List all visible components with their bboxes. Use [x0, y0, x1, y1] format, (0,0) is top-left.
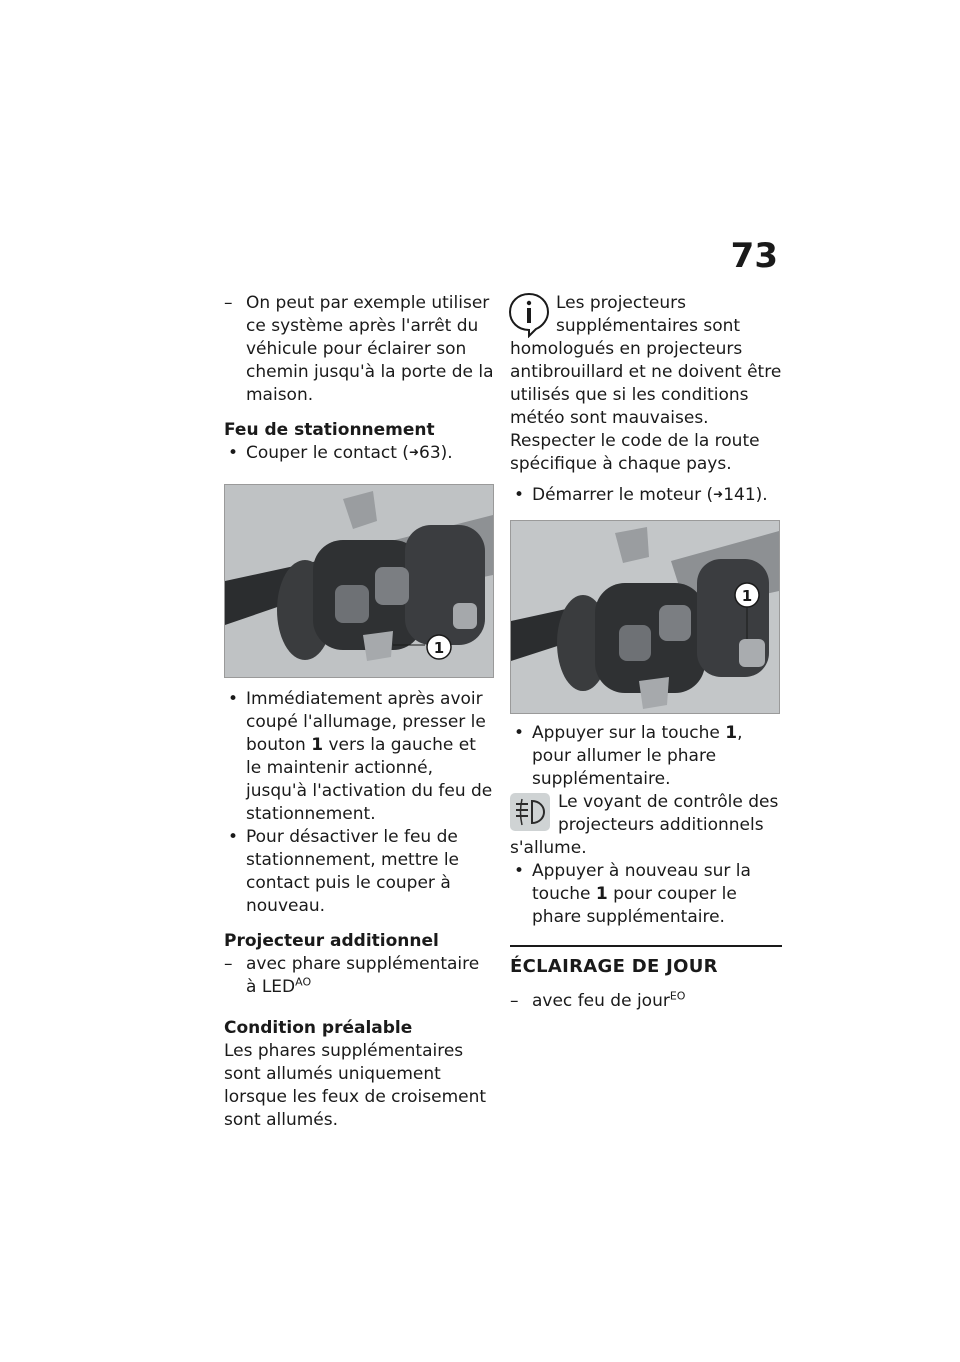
info-text: Les projecteurs supplémentaires sont homologués en projecteurs antibrouillard et ne doivent être utilisés que si les conditions météo sont mauvaises. Respecter le code de la route spécifique à chaque pays.	[510, 293, 782, 474]
aux-condition	[224, 953, 494, 999]
indicator-note	[510, 791, 782, 860]
option-code: AO	[295, 975, 312, 989]
heading-precondition: Condition préalable	[224, 1018, 413, 1038]
step-deactivate: • Pour désactiver le feu de stationnement, mettre le contact puis le couper à nouveau.	[224, 826, 494, 918]
precondition-text: Les phares supplémentaires sont allumés uniquement lorsque les feux de croisement sont allumés.	[224, 1041, 487, 1130]
heading-auxiliary-light: Projecteur additionnel	[224, 931, 439, 951]
handlebar-switch-photo-right	[510, 520, 780, 714]
step-text: Immédiatement après avoir coupé l'allumage, presser le bouton	[246, 689, 486, 755]
left-column	[224, 292, 494, 1132]
heading-parking-light: Feu de stationnement	[224, 420, 435, 440]
step-text: Appuyer à nouveau sur la touche	[532, 861, 751, 904]
callout-1: 1	[741, 587, 753, 605]
step-text: Appuyer sur la touche	[532, 723, 726, 743]
intro-paragraph: – On peut par exemple utiliser ce système après l'arrêt du véhicule pour éclairer son chemin jusqu'à la porte de la maison.	[224, 292, 494, 407]
page-number: 73	[730, 236, 778, 276]
step-turn-on-aux	[510, 722, 782, 791]
step-start-engine	[510, 484, 782, 508]
arrow-right-icon: ➜	[713, 487, 724, 501]
page-ref: 141).	[723, 485, 768, 505]
step-ignition-off	[224, 442, 494, 466]
key-reference: 1	[725, 723, 738, 743]
step-text-rest: , pour allumer le phare supplémentaire.	[532, 723, 743, 789]
key-reference: 1	[595, 884, 608, 904]
step-text-rest: pour couper le phare supplémentaire.	[532, 884, 737, 927]
option-code: EO	[669, 989, 686, 1003]
section-heading-daytime-running-light: ÉCLAIRAGE DE JOUR	[510, 945, 782, 978]
step-press-button	[224, 688, 494, 826]
callout-1: 1	[433, 639, 445, 657]
step-text: Couper le contact (	[246, 443, 409, 463]
key-reference: 1	[311, 735, 324, 755]
drl-text: avec feu de jour	[532, 991, 670, 1011]
info-note	[510, 292, 782, 476]
page-ref: 63).	[419, 443, 453, 463]
info-icon	[508, 292, 550, 338]
arrow-right-icon: ➜	[408, 445, 419, 459]
step-turn-off-aux	[510, 860, 782, 929]
aux-text: avec phare supplémentaire à LED	[246, 954, 480, 997]
indicator-text: Le voyant de contrôle des projecteurs additionnels s'allume.	[510, 792, 779, 858]
step-text-rest: vers la gauche et le maintenir actionné, jusqu'à l'activation du feu de stationnement.	[246, 735, 493, 824]
step-text: Démarrer le moteur (	[532, 485, 714, 505]
fog-lamp-indicator-icon	[510, 793, 550, 831]
drl-condition	[510, 990, 782, 1013]
handlebar-switch-photo-left	[224, 484, 494, 678]
right-column	[510, 292, 782, 1013]
